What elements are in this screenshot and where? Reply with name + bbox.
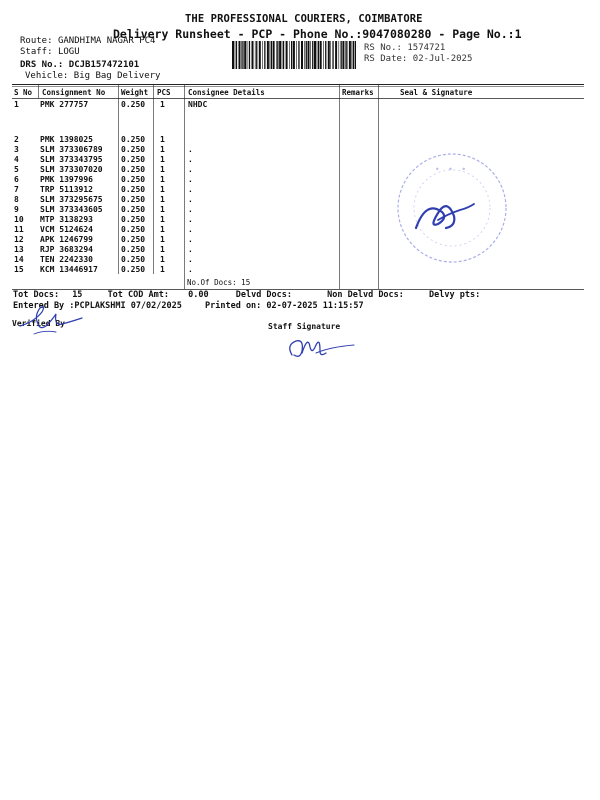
row-weight: 0.250 bbox=[121, 245, 146, 254]
rs-no-value: 1574721 bbox=[407, 43, 446, 53]
row-pcs: 1 bbox=[160, 135, 165, 144]
row-weight: 0.250 bbox=[121, 265, 146, 274]
col-header-remarks: Remarks bbox=[342, 88, 374, 97]
row-pcs: 1 bbox=[160, 145, 165, 154]
col-header-seal: Seal & Signature bbox=[400, 88, 473, 97]
printed-on: Printed on: 02-07-2025 11:15:57 bbox=[205, 301, 364, 311]
row-weight: 0.250 bbox=[121, 255, 146, 264]
rs-date-label: RS Date: bbox=[364, 54, 408, 64]
row-consignment-no: MTP 3138293 bbox=[40, 215, 93, 224]
rs-no-label: RS No.: bbox=[364, 43, 402, 53]
staff-label: Staff: bbox=[20, 47, 53, 57]
row-consignee: . bbox=[188, 245, 193, 254]
svg-text:• • •: • • • bbox=[434, 165, 470, 174]
company-name: THE PROFESSIONAL COURIERS, COIMBATORE bbox=[185, 13, 423, 25]
row-sno: 1 bbox=[14, 100, 19, 109]
vehicle-value: Big Bag Delivery bbox=[73, 71, 161, 81]
row-weight: 0.250 bbox=[121, 185, 146, 194]
row-weight: 0.250 bbox=[121, 205, 146, 214]
row-weight: 0.250 bbox=[121, 145, 146, 154]
row-consignee: . bbox=[188, 145, 193, 154]
row-consignee: . bbox=[188, 255, 193, 264]
drs-line bbox=[20, 60, 139, 70]
row-consignee: . bbox=[188, 195, 193, 204]
col-header-pcs: PCS bbox=[157, 88, 171, 97]
delvd-docs-label: Delvd Docs: bbox=[235, 290, 293, 300]
row-weight: 0.250 bbox=[121, 175, 146, 184]
entered-by: Entered By :PCPLAKSHMI 07/02/2025 bbox=[13, 301, 182, 311]
row-pcs: 1 bbox=[160, 225, 165, 234]
row-consignee: . bbox=[188, 175, 193, 184]
row-consignee: . bbox=[188, 265, 193, 274]
drs-value: DCJB157472101 bbox=[68, 60, 140, 70]
row-sno: 4 bbox=[14, 155, 19, 164]
row-sno: 11 bbox=[14, 225, 24, 234]
row-sno: 2 bbox=[14, 135, 19, 144]
row-consignee: . bbox=[188, 205, 193, 214]
row-pcs: 1 bbox=[160, 255, 165, 264]
row-consignment-no: TRP 5113912 bbox=[40, 185, 93, 194]
non-delvd-docs-label: Non Delvd Docs: bbox=[327, 290, 404, 300]
row-consignee: . bbox=[188, 235, 193, 244]
row-pcs: 1 bbox=[160, 265, 165, 274]
barcode bbox=[232, 41, 356, 69]
row-weight: 0.250 bbox=[121, 225, 146, 234]
row-sno: 15 bbox=[14, 265, 24, 274]
row-weight: 0.250 bbox=[121, 215, 146, 224]
row-weight: 0.250 bbox=[121, 235, 146, 244]
row-consignee: . bbox=[188, 185, 193, 194]
row-pcs: 1 bbox=[160, 175, 165, 184]
row-weight: 0.250 bbox=[121, 100, 146, 109]
row-sno: 9 bbox=[14, 205, 19, 214]
rs-no-line bbox=[364, 43, 445, 53]
row-consignment-no: SLM 373306789 bbox=[40, 145, 103, 154]
delvy-pts-label: Delvy pts: bbox=[429, 290, 481, 300]
row-weight: 0.250 bbox=[121, 195, 146, 204]
col-header-sno: S No bbox=[14, 88, 33, 97]
rs-date-line bbox=[364, 54, 472, 64]
col-header-weight: Weight bbox=[121, 88, 149, 97]
row-pcs: 1 bbox=[160, 215, 165, 224]
row-consignment-no: APK 1246799 bbox=[40, 235, 93, 244]
row-sno: 5 bbox=[14, 165, 19, 174]
row-weight: 0.250 bbox=[121, 155, 146, 164]
staff-value: LOGU bbox=[57, 47, 80, 57]
verified-by-label: Verified By bbox=[12, 319, 65, 328]
row-pcs: 1 bbox=[160, 195, 165, 204]
staff-line bbox=[20, 47, 80, 57]
row-sno: 13 bbox=[14, 245, 24, 254]
row-consignee: NHDC bbox=[188, 100, 208, 109]
row-sno: 7 bbox=[14, 185, 19, 194]
runsheet-title: Delivery Runsheet - PCP - Phone No.:9047080280 - Page No.:1 bbox=[113, 27, 522, 41]
row-sno: 10 bbox=[14, 215, 24, 224]
tot-cod-value: 0.00 bbox=[188, 290, 209, 300]
row-consignee: . bbox=[188, 225, 193, 234]
tot-cod-label: Tot COD Amt: bbox=[107, 290, 169, 300]
row-weight: 0.250 bbox=[121, 135, 146, 144]
row-pcs: 1 bbox=[160, 245, 165, 254]
no-of-docs: No.Of Docs: 15 bbox=[187, 278, 251, 287]
row-consignment-no: SLM 373343795 bbox=[40, 155, 103, 164]
row-pcs: 1 bbox=[160, 205, 165, 214]
rs-date-value: 02-Jul-2025 bbox=[412, 54, 473, 64]
staff-signature-label: Staff Signature bbox=[268, 322, 341, 331]
row-sno: 12 bbox=[14, 235, 24, 244]
staff-signature bbox=[282, 333, 362, 367]
verifier-signature bbox=[18, 304, 88, 340]
totals-line bbox=[13, 290, 480, 300]
row-weight: 0.250 bbox=[121, 165, 146, 174]
row-sno: 14 bbox=[14, 255, 24, 264]
row-pcs: 1 bbox=[160, 185, 165, 194]
route-line bbox=[20, 36, 155, 46]
row-consignee: . bbox=[188, 165, 193, 174]
row-sno: 8 bbox=[14, 195, 19, 204]
row-consignment-no: RJP 3683294 bbox=[40, 245, 93, 254]
row-consignment-no: SLM 373307020 bbox=[40, 165, 103, 174]
row-consignment-no: SLM 373295675 bbox=[40, 195, 103, 204]
row-consignment-no: PMK 1397996 bbox=[40, 175, 93, 184]
row-consignment-no: TEN 2242330 bbox=[40, 255, 93, 264]
drs-label: DRS No.: bbox=[20, 60, 64, 70]
route-value: GANDHIMA NAGAR PC4 bbox=[57, 36, 156, 46]
tot-docs-value: 15 bbox=[72, 290, 83, 300]
row-sno: 3 bbox=[14, 145, 19, 154]
company-seal-stamp bbox=[394, 150, 510, 266]
row-pcs: 1 bbox=[160, 155, 165, 164]
tot-docs-label: Tot Docs: bbox=[13, 290, 60, 300]
row-pcs: 1 bbox=[160, 100, 165, 109]
vehicle-label: Vehicle: bbox=[25, 71, 69, 81]
row-sno: 6 bbox=[14, 175, 19, 184]
col-header-consignee: Consignee Details bbox=[188, 88, 265, 97]
route-label: Route: bbox=[20, 36, 53, 46]
row-consignment-no: PMK 277757 bbox=[40, 100, 89, 109]
row-consignee: . bbox=[188, 215, 193, 224]
row-consignee: . bbox=[188, 155, 193, 164]
row-consignment-no: KCM 13446917 bbox=[40, 265, 98, 274]
row-consignment-no: SLM 373343605 bbox=[40, 205, 103, 214]
row-consignment-no: VCM 5124624 bbox=[40, 225, 93, 234]
vehicle-line bbox=[25, 71, 160, 81]
row-pcs: 1 bbox=[160, 165, 165, 174]
col-header-consignment: Consignment No bbox=[42, 88, 106, 97]
row-consignment-no: PMK 1398025 bbox=[40, 135, 93, 144]
row-pcs: 1 bbox=[160, 235, 165, 244]
